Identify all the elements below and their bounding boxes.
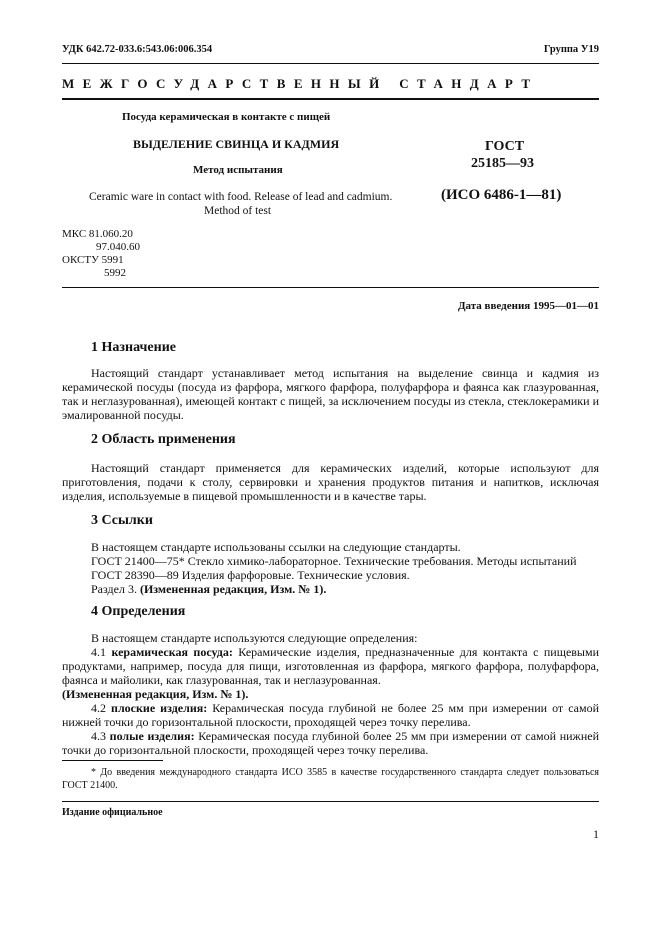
english-title-line1: Ceramic ware in contact with food. Release of lead and cadmium. bbox=[89, 191, 393, 203]
reference-gost-28390: ГОСТ 28390—89 Изделия фарфоровые. Технические условия. bbox=[91, 568, 410, 582]
standard-title: ВЫДЕЛЕНИЕ СВИНЦА И КАДМИЯ bbox=[133, 137, 340, 151]
footnote: * До введения международного стандарта ИСО 3585 в качестве государственного стандарта следует пользоваться ГОСТ 21400. bbox=[62, 767, 599, 791]
definition-hollowware bbox=[62, 729, 599, 757]
section-3-references bbox=[62, 540, 599, 596]
header-rule-bottom bbox=[62, 98, 599, 100]
amendment-prefix: Раздел 3. bbox=[91, 582, 140, 596]
mks-code-2: 97.040.60 bbox=[96, 241, 140, 253]
section-3-intro: В настоящем стандарте использованы ссылки на следующие стандарты. bbox=[91, 540, 461, 554]
section-1-text: Настоящий стандарт устанавливает метод испытания на выделение свинца и кадмия из керамической посуды (посуда из фарфора, мягкого фарфора, полуфарфора и фаянса как глазурованная, так и неглазурованная), имеющей контакт с пищей, за исключением посуды из стекла, стеклокерамики и эмалированной посуды. bbox=[62, 366, 599, 422]
edition-label: Издание официальное bbox=[62, 807, 163, 818]
standard-subtitle: Метод испытания bbox=[193, 164, 283, 176]
page-number: 1 bbox=[593, 827, 599, 841]
standard-type: МЕЖГОСУДАРСТВЕННЫЙ СТАНДАРТ bbox=[62, 76, 539, 91]
standard-subject: Посуда керамическая в контакте с пищей bbox=[122, 111, 331, 123]
section-3-heading: 3 Ссылки bbox=[91, 513, 153, 528]
definition-number: 4.1 bbox=[91, 645, 112, 659]
mks-code-1: МКС 81.060.20 bbox=[62, 228, 133, 240]
header-rule-top bbox=[62, 63, 599, 64]
definition-term: керамическая посуда: bbox=[111, 645, 233, 659]
udk-code: УДК 642.72-033.6:543.06:006.354 bbox=[62, 44, 213, 55]
section-4-heading: 4 Определения bbox=[91, 604, 186, 619]
okstu-code-1: ОКСТУ 5991 bbox=[62, 254, 124, 266]
definition-text: Керамическая посуда глубиной более 25 мм при измерении от самой нижней точки до горизонтальной плоскости, проходящей через точку перелива. bbox=[62, 729, 600, 757]
definition-term: полые изделия: bbox=[109, 729, 195, 743]
codes-rule bbox=[62, 287, 599, 288]
amendment-note: (Измененная редакция, Изм. № 1). bbox=[139, 582, 327, 596]
definition-text: Керамические изделия, предназначенные для контакта с пищевыми продуктами, например, посуда для пищи, изготовленная из фарфора, мягкого фарфора, полуфарфора, фаянса и майолики, как глазурованная, так и неглазурованная. bbox=[62, 645, 600, 687]
definition-number: 4.2 bbox=[91, 701, 112, 715]
section-1-heading: 1 Назначение bbox=[91, 340, 176, 355]
section-4-intro: В настоящем стандарте используются следующие определения: bbox=[91, 631, 418, 645]
gost-label: ГОСТ bbox=[485, 139, 525, 154]
definition-term: плоские изделия: bbox=[111, 701, 208, 715]
section-2-text: Настоящий стандарт применяется для керамических изделий, которые используют для приготовления, подачи к столу, сервировки и хранения продуктов питания и напитков, исключая изделия, используемые в пищевой промышленности и в качестве тары. bbox=[62, 461, 599, 503]
reference-gost-21400: ГОСТ 21400—75* Стекло химико-лабораторное. Технические требования. Методы испытаний bbox=[91, 554, 577, 568]
footnote-rule bbox=[62, 760, 163, 761]
gost-number: 25185—93 bbox=[471, 156, 534, 171]
section-4-definitions bbox=[62, 631, 599, 757]
definition-ceramic-ware bbox=[62, 645, 599, 687]
definition-amendment: (Измененная редакция, Изм. № 1). bbox=[62, 687, 249, 701]
introduction-date: Дата введения 1995—01—01 bbox=[457, 300, 599, 312]
english-title-line2: Method of test bbox=[204, 205, 272, 217]
definition-number: 4.3 bbox=[91, 729, 110, 743]
definition-flatware bbox=[62, 701, 599, 729]
definition-text: Керамическая посуда глубиной не более 25 мм при измерении от самой нижней точки до горизонтальной плоскости, проходящей через точку перелива. bbox=[62, 701, 600, 729]
edition-rule bbox=[62, 801, 599, 802]
section-3-amendment bbox=[62, 582, 599, 596]
group-code: Группа У19 bbox=[543, 44, 599, 55]
okstu-code-2: 5992 bbox=[104, 267, 126, 279]
section-2-heading: 2 Область применения bbox=[91, 432, 236, 447]
iso-reference: (ИСО 6486-1—81) bbox=[441, 187, 562, 203]
